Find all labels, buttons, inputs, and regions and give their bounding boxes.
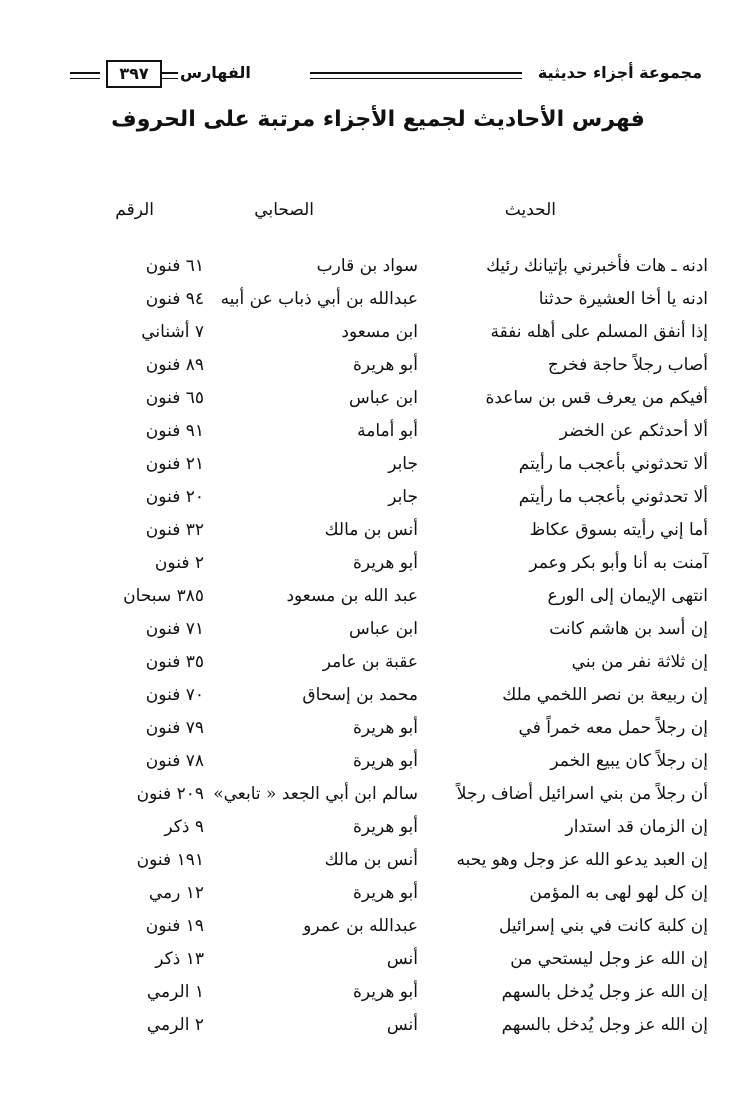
sahabi-name: سواد بن قارب [316, 255, 418, 276]
hadith-text: ألا تحدثوني بأعجب ما رأيتم [518, 453, 708, 474]
sahabi-name: جابر [388, 486, 418, 507]
sahabi-name: أبو هريرة [352, 552, 418, 573]
sahabi-name: أبو أمامة [357, 420, 418, 441]
table-row [48, 348, 708, 381]
table-row [48, 843, 708, 876]
sahabi-name: أبو هريرة [352, 354, 418, 375]
column-header-sahabi: الصحابي [254, 200, 314, 220]
table-row [48, 315, 708, 348]
table-row [48, 975, 708, 1008]
hadith-index-table [48, 249, 708, 1041]
reference-number: ١٣ ذكر [155, 948, 204, 969]
hadith-text: إن رجلاً كان يبيع الخمر [550, 750, 708, 771]
reference-number: ١٩ فنون [145, 915, 204, 936]
section-title: الفهارس [180, 63, 251, 82]
sahabi-name: أنس [386, 1014, 418, 1035]
hadith-text: أصاب رجلاً حاجة فخرج [547, 354, 708, 375]
reference-number: ٩٤ فنون [145, 288, 204, 309]
hadith-text: انتهى الإيمان إلى الورع [547, 585, 708, 606]
hadith-text: إن الله عز وجل ليستحي من [510, 948, 708, 969]
table-row [48, 711, 708, 744]
page-title: فهرس الأحاديث لجميع الأجزاء مرتبة على الحروف [111, 107, 645, 132]
hadith-text: أفيكم من يعرف قس بن ساعدة [485, 387, 708, 408]
header-rule [310, 72, 522, 79]
page-number: ٣٩٧ [106, 60, 162, 88]
sahabi-name: ابن عباس [348, 387, 418, 408]
sahabi-name: سالم ابن أبي الجعد « تابعي» [213, 783, 418, 804]
reference-number: ٨٩ فنون [145, 354, 204, 375]
reference-number: ٧ أشناني [141, 321, 204, 342]
table-row [48, 579, 708, 612]
reference-number: ٩١ فنون [145, 420, 204, 441]
reference-number: ٣٥ فنون [145, 651, 204, 672]
hadith-text: ألا أحدثكم عن الخضر [559, 420, 708, 441]
table-row [48, 777, 708, 810]
table-row [48, 447, 708, 480]
hadith-text: أما إني رأيته بسوق عكاظ [529, 519, 708, 540]
table-row [48, 678, 708, 711]
sahabi-name: محمد بن إسحاق [302, 684, 418, 705]
sahabi-name: أبو هريرة [352, 717, 418, 738]
table-row [48, 942, 708, 975]
table-row [48, 546, 708, 579]
hadith-text: ادنه ـ هات فأخبرني بإتيانك رئيك [486, 255, 708, 276]
series-title: مجموعة أجزاء حديثية [537, 63, 702, 82]
sahabi-name: أبو هريرة [352, 882, 418, 903]
sahabi-name: جابر [388, 453, 418, 474]
header-dash [70, 72, 100, 79]
reference-number: ٢ الرمي [146, 1014, 204, 1035]
table-row [48, 876, 708, 909]
table-row [48, 645, 708, 678]
reference-number: ٧٨ فنون [145, 750, 204, 771]
table-row [48, 810, 708, 843]
reference-number: ١٢ رمي [148, 882, 204, 903]
sahabi-name: عبدالله بن أبي ذباب عن أبيه [220, 288, 418, 309]
reference-number: ٧١ فنون [145, 618, 204, 639]
hadith-text: إذا أنفق المسلم على أهله نفقة [490, 321, 708, 342]
hadith-text: ادنه يا أخا العشيرة حدثنا [538, 288, 708, 309]
running-header [70, 60, 702, 90]
reference-number: ٢ فنون [154, 552, 204, 573]
hadith-text: إن الله عز وجل يُدخل بالسهم [501, 981, 708, 1002]
reference-number: ٧٠ فنون [145, 684, 204, 705]
hadith-text: إن الله عز وجل يُدخل بالسهم [501, 1014, 708, 1035]
hadith-text: إن أسد بن هاشم كانت [549, 618, 708, 639]
hadith-text: إن كلبة كانت في بني إسرائيل [498, 915, 708, 936]
sahabi-name: عبدالله بن عمرو [303, 915, 418, 936]
sahabi-name: عبد الله بن مسعود [286, 585, 418, 606]
hadith-text: إن العبد يدعو الله عز وجل وهو يحبه [456, 849, 708, 870]
sahabi-name: أنس [386, 948, 418, 969]
hadith-text: إن ثلاثة نفر من بني [571, 651, 708, 672]
table-row [48, 282, 708, 315]
sahabi-name: أبو هريرة [352, 750, 418, 771]
reference-number: ٦١ فنون [145, 255, 204, 276]
reference-number: ٢٠٩ فنون [136, 783, 204, 804]
reference-number: ٣٢ فنون [145, 519, 204, 540]
table-row [48, 1008, 708, 1041]
hadith-text: إن كل لهو لهى به المؤمن [529, 882, 708, 903]
table-row [48, 909, 708, 942]
column-header-hadith: الحديث [504, 200, 556, 220]
sahabi-name: أنس بن مالك [324, 849, 418, 870]
hadith-text: أن رجلاً من بني اسرائيل أضاف رجلاً [456, 783, 708, 804]
reference-number: ١٩١ فنون [136, 849, 204, 870]
table-row [48, 744, 708, 777]
column-headers [0, 200, 756, 224]
reference-number: ٩ ذكر [164, 816, 204, 837]
column-header-number: الرقم [115, 200, 154, 220]
table-row [48, 381, 708, 414]
table-row [48, 513, 708, 546]
hadith-text: ألا تحدثوني بأعجب ما رأيتم [518, 486, 708, 507]
sahabi-name: ابن عباس [348, 618, 418, 639]
table-row [48, 414, 708, 447]
hadith-text: إن الزمان قد استدار [565, 816, 708, 837]
reference-number: ٣٨٥ سبحان [123, 585, 204, 606]
sahabi-name: أبو هريرة [352, 816, 418, 837]
reference-number: ٦٥ فنون [145, 387, 204, 408]
hadith-text: إن ربيعة بن نصر اللخمي ملك [502, 684, 708, 705]
hadith-text: آمنت به أنا وأبو بكر وعمر [529, 552, 708, 573]
table-row [48, 480, 708, 513]
table-row [48, 249, 708, 282]
reference-number: ٧٩ فنون [145, 717, 204, 738]
table-row [48, 612, 708, 645]
sahabi-name: ابن مسعود [341, 321, 418, 342]
reference-number: ١ الرمي [146, 981, 204, 1002]
hadith-text: إن رجلاً حمل معه خمراً في [518, 717, 708, 738]
sahabi-name: أبو هريرة [352, 981, 418, 1002]
sahabi-name: أنس بن مالك [324, 519, 418, 540]
reference-number: ٢٠ فنون [145, 486, 204, 507]
header-dash [162, 72, 178, 79]
sahabi-name: عقبة بن عامر [322, 651, 418, 672]
reference-number: ٢١ فنون [145, 453, 204, 474]
